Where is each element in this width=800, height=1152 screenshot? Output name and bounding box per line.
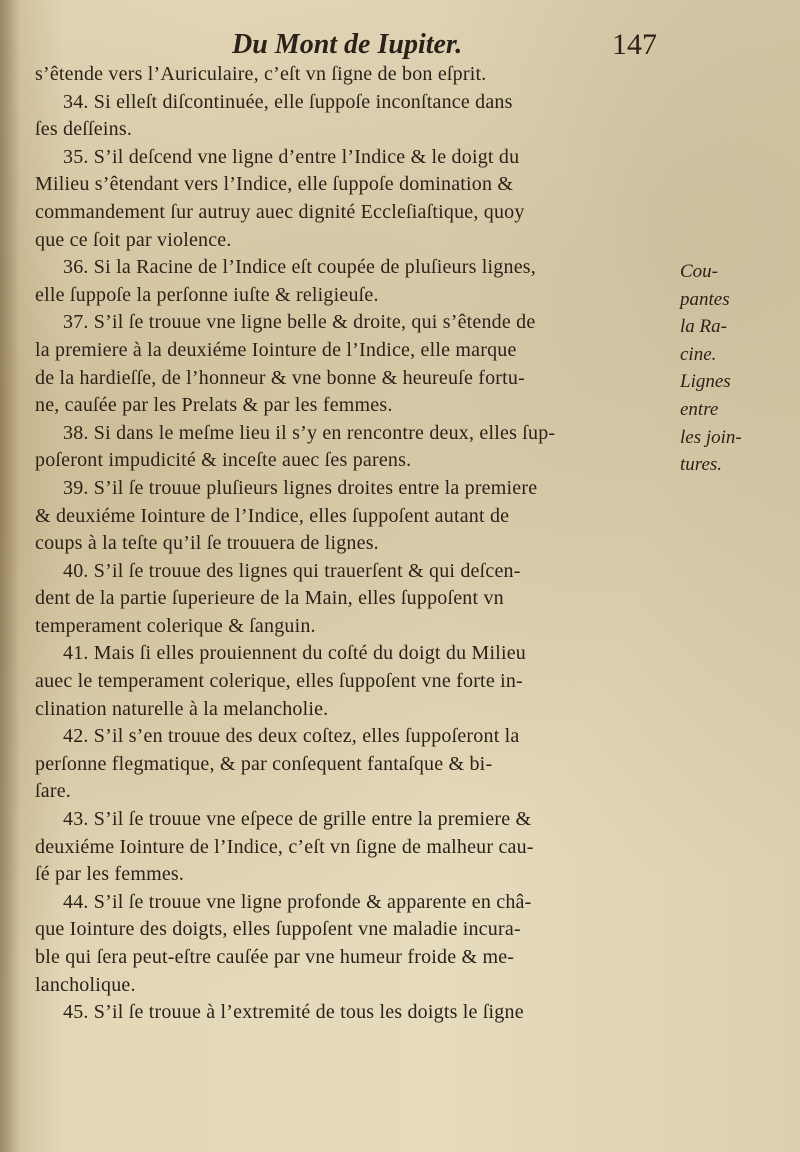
text-line: 44. S’il ſe trouue vne ligne profonde & apparente en châ-: [63, 890, 532, 913]
text-line: 35. S’il deſcend vne ligne d’entre l’Indice & le doigt du: [63, 145, 520, 168]
text-line: de la hardieſſe, de l’honneur & vne bonne & heureuſe fortu-: [35, 366, 525, 389]
text-line: s’êtende vers l’Auriculaire, c’eſt vn ſigne de bon eſprit.: [35, 63, 487, 85]
text-line: 40. S’il ſe trouue des lignes qui trauerſent & qui deſcen-: [63, 559, 521, 582]
text-line: 41. Mais ſi elles prouiennent du coſté du doigt du Milieu: [63, 642, 527, 665]
text-line: & deuxiéme Iointure de l’Indice, elles ſuppoſent autant de: [35, 504, 510, 527]
text-line: 36. Si la Racine de l’Indice eſt coupée de pluſieurs lignes,: [63, 256, 536, 279]
page-spine-shadow: [0, 0, 20, 1152]
text-line: 34. Si elleſt diſcontinuée, elle ſuppoſe inconſtance dans: [63, 90, 513, 113]
text-line: que Iointure des doigts, elles ſuppoſent vne maladie incura-: [35, 918, 521, 941]
text-line: Milieu s’êtendant vers l’Indice, elle ſuppoſe domination &: [35, 173, 514, 196]
text-line: 43. S’il ſe trouue vne eſpece de grille entre la premiere &: [63, 808, 532, 831]
text-line: ſes deſſeins.: [35, 118, 133, 141]
text-line: 42. S’il s’en trouue des deux coſtez, elles ſuppoſeront la: [63, 725, 520, 748]
margin-note-line: cine.: [680, 343, 717, 365]
margin-note-line: Lignes: [680, 371, 731, 393]
page-number: 147: [612, 28, 657, 61]
text-line: dent de la partie ſuperieure de la Main, elles ſuppoſent vn: [35, 587, 504, 610]
text-line: ble qui ſera peut-eſtre cauſée par vne humeur froide & me-: [35, 946, 515, 968]
text-line: 37. S’il ſe trouue vne ligne belle & droite, qui s’êtende de: [63, 311, 536, 334]
text-line: poſeront impudicité & inceſte auec ſes parens.: [35, 449, 412, 472]
margin-notes: [680, 258, 790, 479]
body-text: [35, 61, 685, 1027]
margin-note-line: les join-: [680, 426, 742, 448]
text-line: auec le temperament colerique, elles ſuppoſent vne forte in-: [35, 670, 523, 693]
text-line: clination naturelle à la melancholie.: [35, 697, 329, 720]
text-line: 38. Si dans le meſme lieu il s’y en rencontre deux, elles ſup-: [63, 421, 556, 444]
margin-note-line: la Ra-: [680, 316, 727, 338]
text-line: ne, cauſée par les Prelats & par les femmes.: [35, 394, 393, 417]
text-line: elle ſuppoſe la perſonne iuſte & religieuſe.: [35, 283, 379, 306]
text-line: lancholique.: [35, 973, 136, 996]
text-line: ſare.: [35, 780, 71, 803]
text-line: 39. S’il ſe trouue pluſieurs lignes droites entre la premiere: [63, 476, 538, 499]
text-line: coups à la teſte qu’il ſe trouuera de lignes.: [35, 532, 379, 555]
text-line: temperament colerique & ſanguin.: [35, 614, 316, 637]
margin-note-line: entre: [680, 398, 719, 420]
text-line: deuxiéme Iointure de l’Indice, c’eſt vn ſigne de malheur cau-: [35, 835, 534, 858]
running-title: Du Mont de Iupiter.: [232, 29, 463, 60]
text-line: perſonne flegmatique, & par conſequent fantaſque & bi-: [35, 752, 493, 775]
margin-note-line: tures.: [680, 454, 723, 476]
text-line: 45. S’il ſe trouue à l’extremité de tous les doigts le ſigne: [63, 1001, 524, 1024]
text-line: que ce ſoit par violence.: [35, 228, 232, 251]
margin-note-line: pantes: [680, 288, 730, 310]
text-line: ſé par les femmes.: [35, 863, 185, 886]
text-line: commandement ſur autruy auec dignité Eccleſiaſtique, quoy: [35, 200, 525, 223]
text-line: la premiere à la deuxiéme Iointure de l’Indice, elle marque: [35, 338, 517, 361]
margin-note-line: Cou-: [680, 261, 718, 282]
